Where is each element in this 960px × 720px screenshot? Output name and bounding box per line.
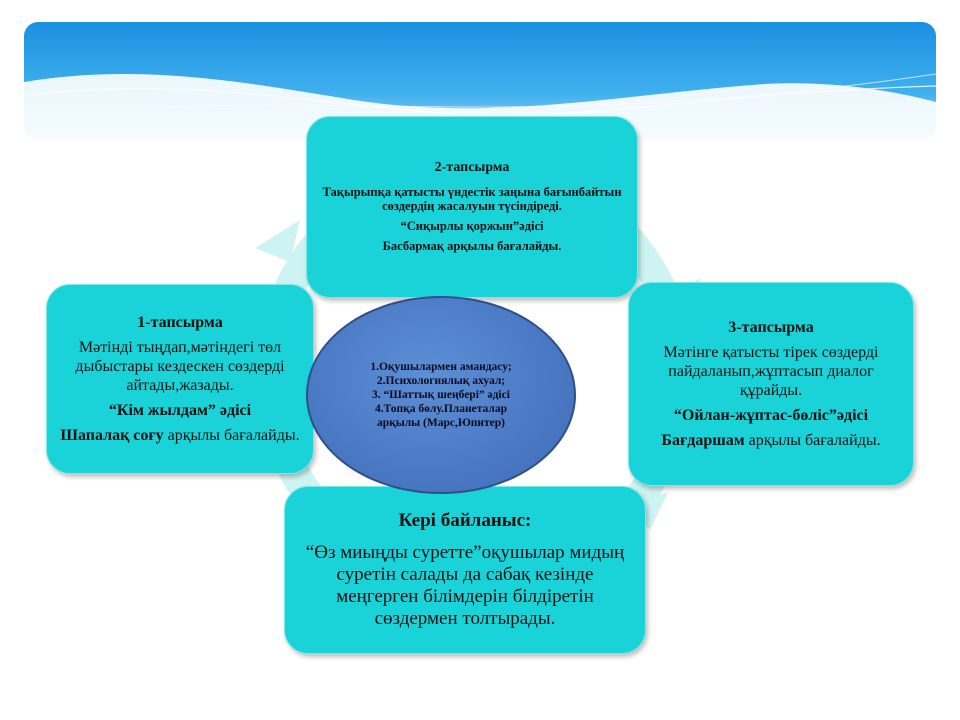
center-line-4: 4.Топқа бөлу.Планеталар: [375, 403, 507, 415]
task-1-description: Мәтінді тыңдап,мәтіндегі төл дыбыстары кездескен сөздерді айтады,жазады.: [75, 339, 285, 394]
center-line-5: арқылы (Марс,Юпитер): [376, 417, 506, 429]
center-line-1: 1.Оқушылармен амандасу;: [370, 361, 512, 373]
task-3-eval-rest: арқылы бағалайды.: [744, 432, 881, 449]
task-3-box: [628, 282, 914, 486]
task-3-method: “Ойлан-жұптас-бөліс”әдісі: [673, 407, 869, 424]
task-3-description: Мәтінге қатысты тірек сөздерді пайдаланып,жұптасып диалог құрайды.: [663, 344, 879, 399]
center-line-2: 2.Психологиялық ахуал;: [376, 375, 506, 387]
task-1-eval-rest: арқылы бағалайды.: [163, 427, 300, 444]
task-2-title: 2-тапсырма: [434, 160, 510, 175]
task-1-eval-method: Шапалақ соғу: [60, 427, 164, 444]
task-1-evaluation: [60, 426, 299, 445]
feedback-title: Кері байланыс:: [398, 510, 532, 531]
task-1-box: [46, 284, 314, 474]
task-3-eval-method: Бағдаршам: [661, 432, 745, 449]
center-ellipse: [306, 296, 576, 494]
feedback-description: “Өз миыңды суретте”оқушылар мидың суретін салады да сабақ кезінде меңгерген білімдерін білдіретін сөздермен толтырады.: [305, 542, 625, 629]
task-3-title: 3-тапсырма: [728, 319, 814, 336]
center-line-3: 3. “Шаттық шеңбері” әдісі: [372, 389, 510, 401]
task-2-evaluation: Басбармақ арқылы бағалайды.: [382, 239, 562, 253]
task-2-box: [306, 116, 638, 298]
feedback-box: [284, 486, 646, 654]
task-3-evaluation: [661, 431, 880, 450]
task-1-method: “Кім жылдам” әдісі: [108, 402, 252, 419]
task-2-method: “Сиқырлы қоржын”әдісі: [400, 219, 544, 233]
task-2-description: Тақырыпқа қатысты үндестік заңына бағынбайтын сөздердің жасалуын түсіндіреді.: [322, 185, 622, 213]
task-1-title: 1-тапсырма: [137, 314, 223, 331]
